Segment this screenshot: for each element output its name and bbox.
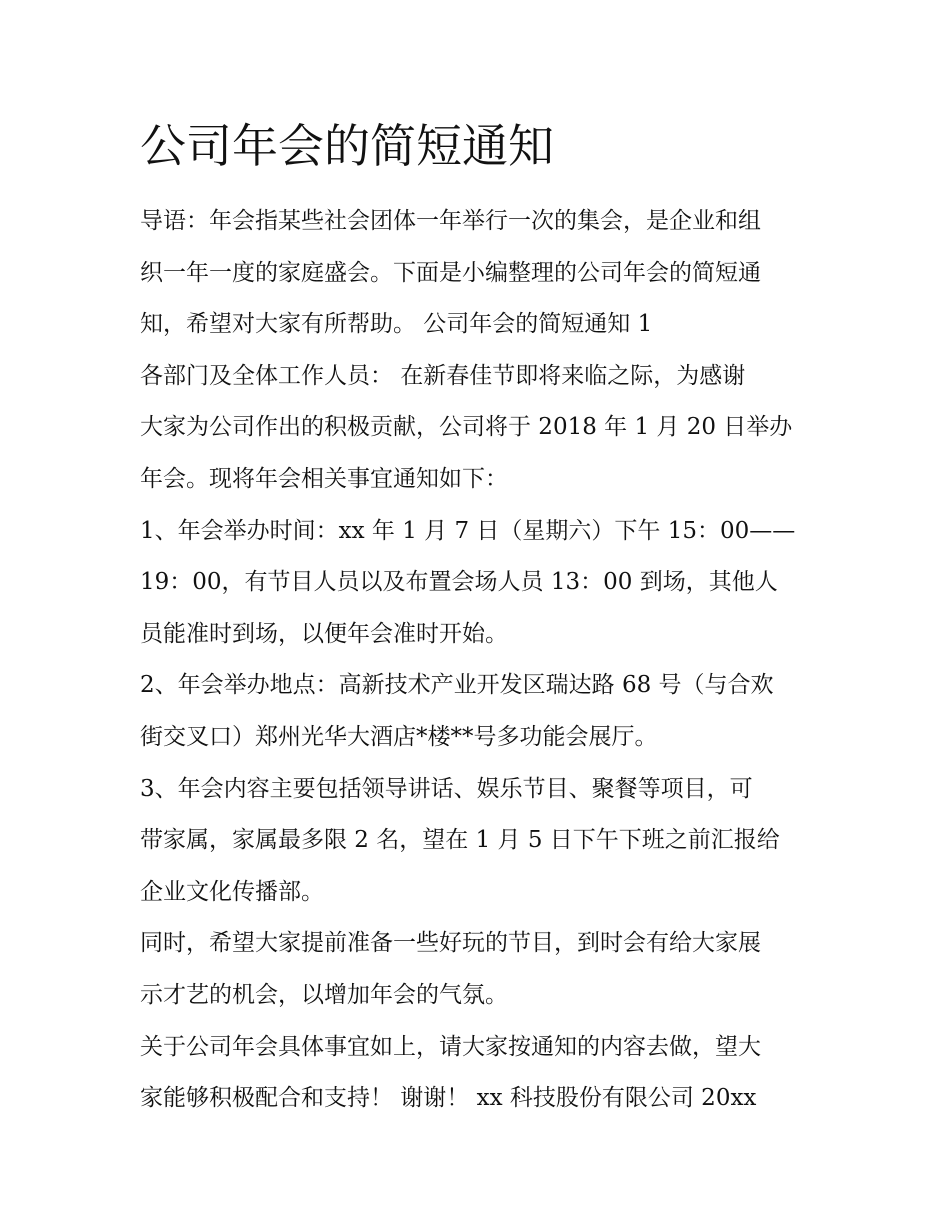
body-line: 大家为公司作出的积极贡献，公司将于 2018 年 1 月 20 日举办	[140, 414, 793, 441]
body-line: 1、年会举办时间：xx 年 1 月 7 日（星期六）下午 15：00——	[140, 517, 796, 544]
body-line: 2、年会举办地点：高新技术产业开发区瑞达路 68 号（与合欢	[140, 672, 774, 699]
body-line: 示才艺的机会，以增加年会的气氛。	[140, 981, 508, 1008]
body-line: 带家属，家属最多限 2 名，望在 1 月 5 日下午下班之前汇报给	[140, 827, 780, 854]
body-line: 导语：年会指某些社会团体一年举行一次的集会，是企业和组	[140, 208, 761, 234]
body-line: 关于公司年会具体事宜如上，请大家按通知的内容去做，望大	[140, 1033, 761, 1060]
body-line: 知，希望对大家有所帮助。 公司年会的简短通知 1	[140, 311, 653, 338]
body-line: 3、年会内容主要包括领导讲话、娱乐节目、聚餐等项目，可	[140, 775, 753, 802]
document-title: 公司年会的简短通知	[140, 119, 554, 173]
body-line: 家能够积极配合和支持！ 谢谢！ xx 科技股份有限公司 20xx	[140, 1085, 757, 1112]
body-line: 员能准时到场，以便年会准时开始。	[140, 620, 508, 647]
body-line: 19：00，有节目人员以及布置会场人员 13：00 到场，其他人	[140, 569, 778, 596]
document-body	[140, 196, 830, 1125]
body-line: 各部门及全体工作人员： 在新春佳节即将来临之际，为感谢	[140, 362, 746, 389]
body-line: 企业文化传播部。	[140, 878, 324, 905]
body-line: 街交叉口）郑州光华大酒店*楼**号多功能会展厅。	[140, 723, 658, 750]
body-line: 织一年一度的家庭盛会。下面是小编整理的公司年会的简短通	[140, 259, 761, 286]
body-line: 年会。现将年会相关事宜通知如下：	[140, 465, 508, 492]
body-line: 同时，希望大家提前准备一些好玩的节目，到时会有给大家展	[140, 930, 761, 957]
